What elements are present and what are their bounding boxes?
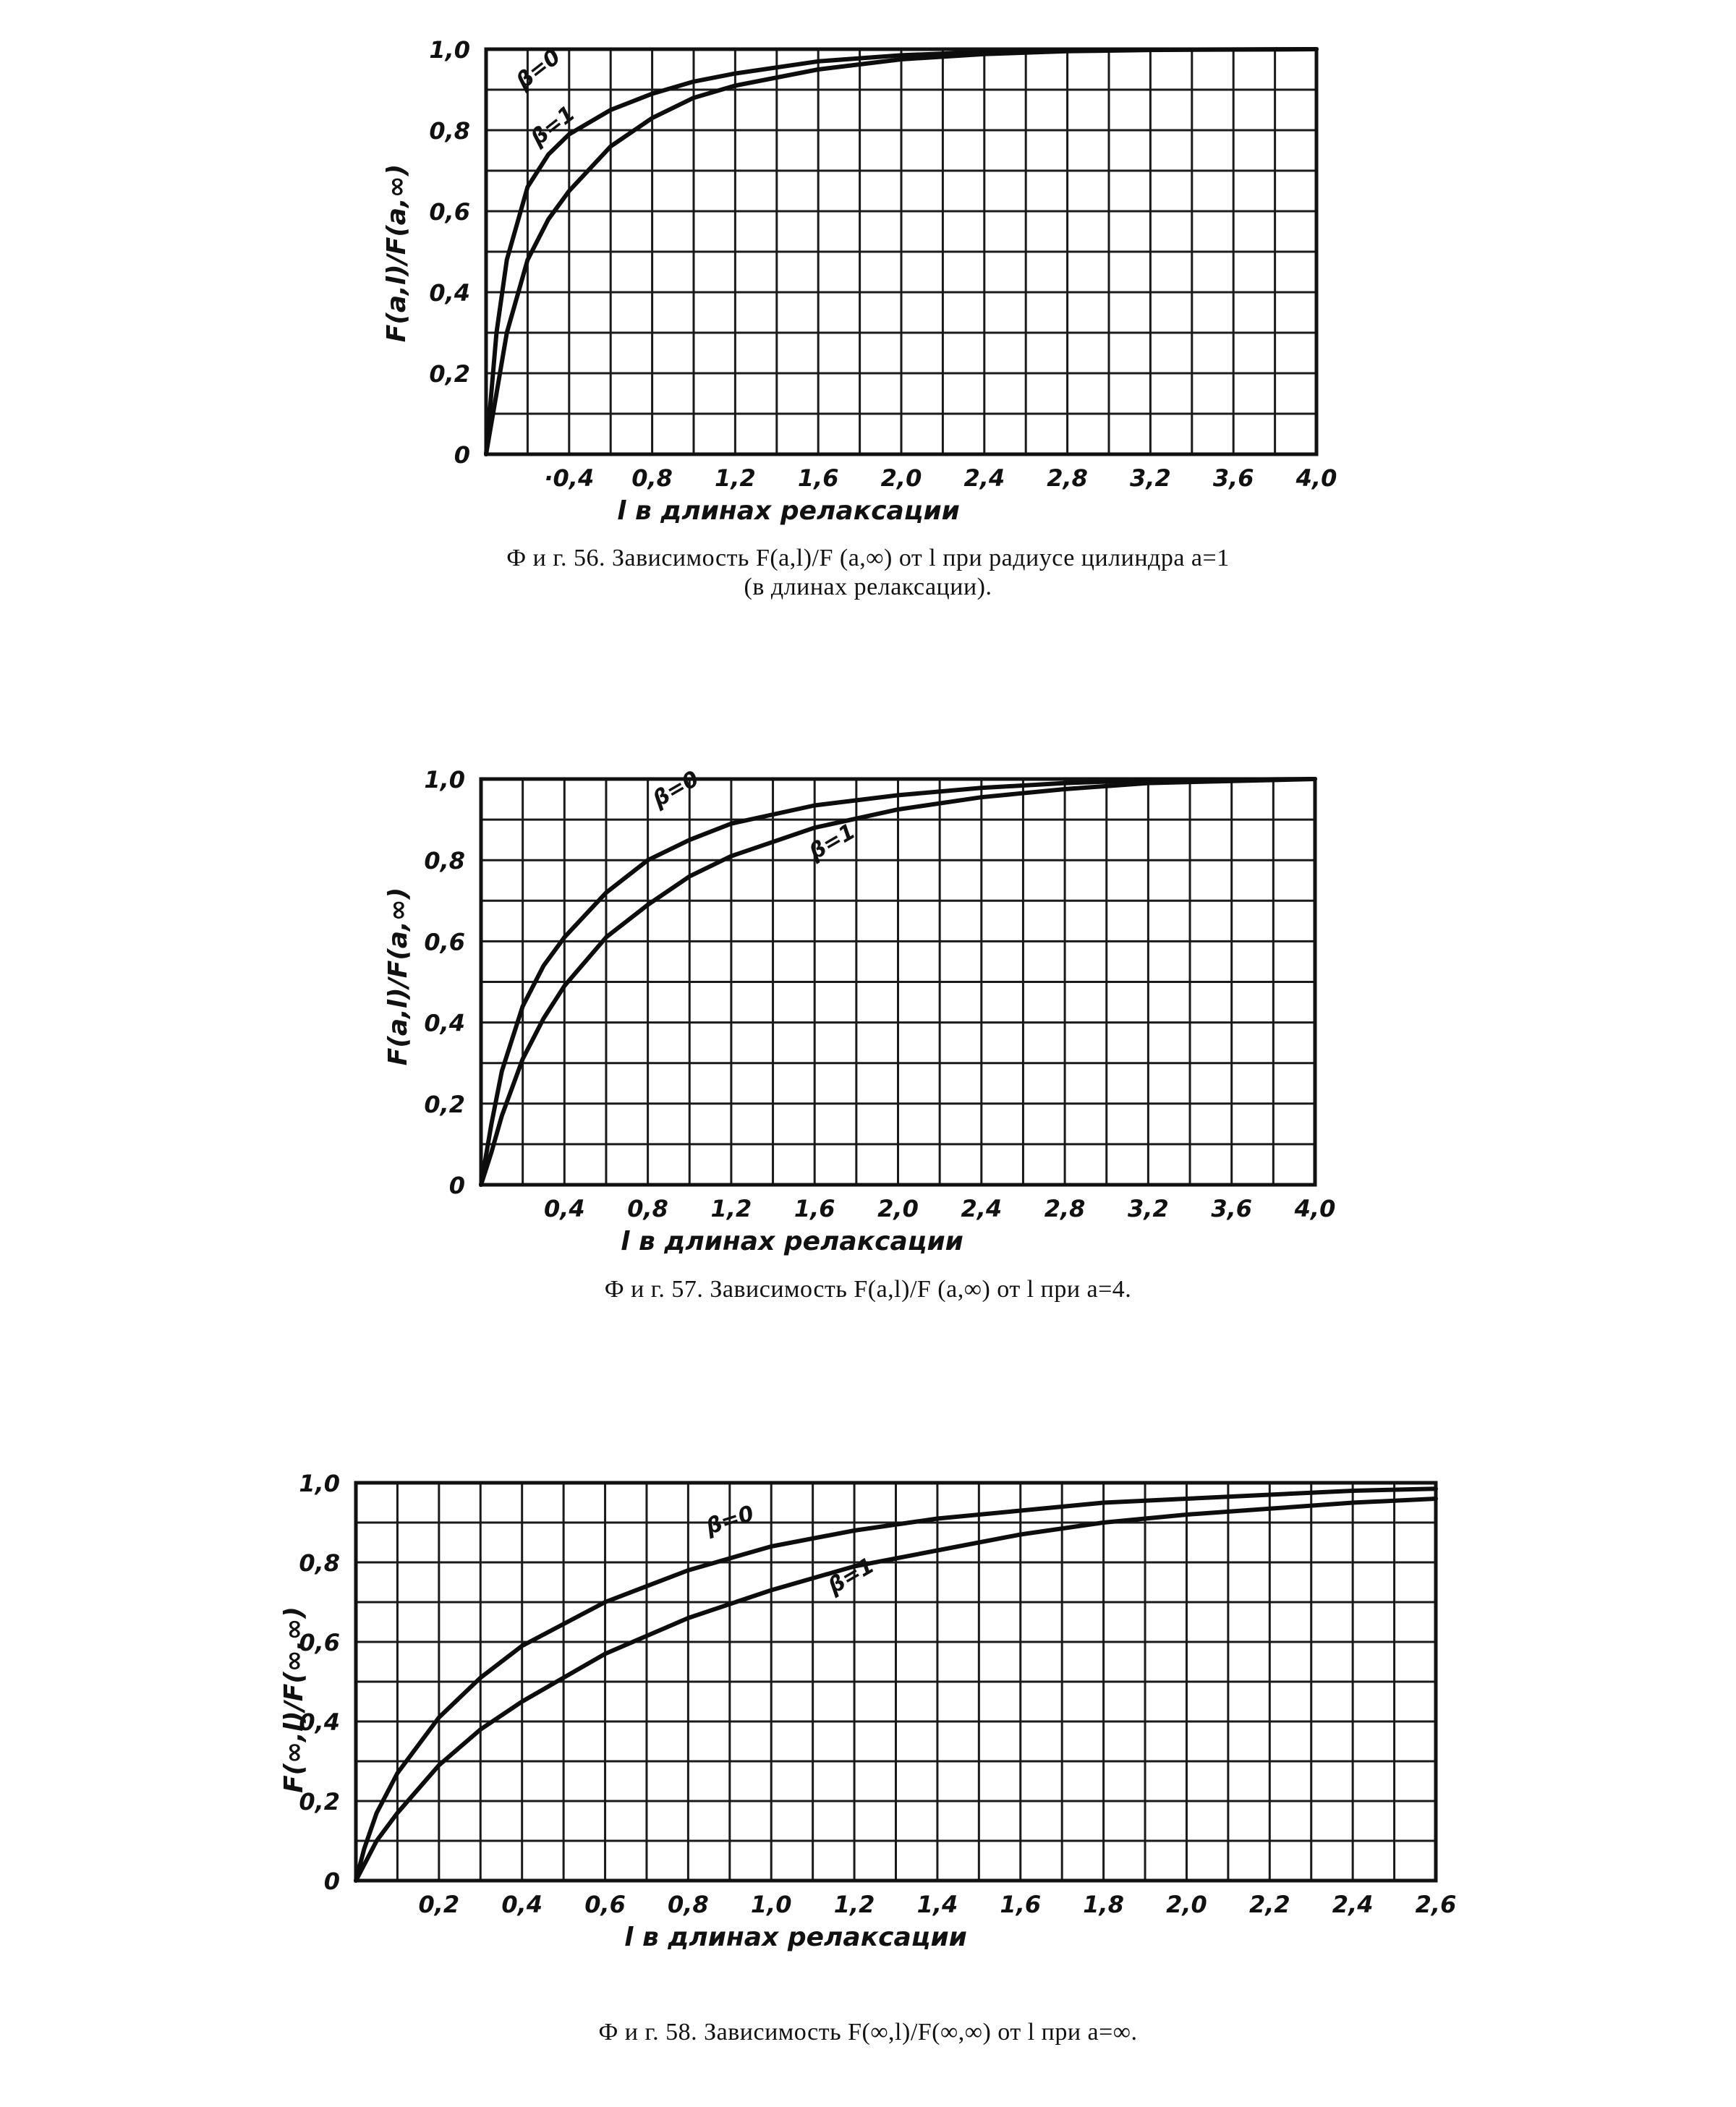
y-tick-label: 0,2 (299, 1788, 340, 1816)
x-tick-label: 3,6 (1212, 464, 1254, 492)
y-tick-label: 0,4 (429, 279, 470, 307)
caption-57-line1: Ф и г. 57. Зависимость F(a,l)/F (a,∞) от l при a=4. (604, 1276, 1132, 1303)
caption-56-line1: Ф и г. 56. Зависимость F(a,l)/F (a,∞) от l при радиусе цилиндра a=1 (506, 545, 1230, 571)
grid (356, 1483, 1436, 1881)
x-tick-label: 0,8 (627, 1195, 668, 1222)
x-tick-label: ·0,4 (544, 464, 595, 492)
series-label-1: β=1 (823, 1552, 879, 1599)
y-tick-label: 0 (323, 1868, 340, 1895)
x-tick-label: 1,6 (793, 1195, 835, 1222)
x-tick-label: 2,4 (961, 1195, 1003, 1222)
y-tick-label: 0,2 (429, 360, 470, 388)
series-label-0: β=0 (511, 44, 566, 95)
x-tick-label: 1,0 (750, 1891, 792, 1918)
y-axis-title: F(a,l)/F(a,∞) (383, 887, 413, 1066)
y-tick-label: 0 (448, 1172, 465, 1199)
x-tick-label: 1,6 (797, 464, 839, 492)
y-tick-label: 0 (454, 441, 470, 469)
x-tick-label: 0,8 (668, 1891, 709, 1918)
x-axis-title: l в длинах релаксации (621, 1227, 963, 1256)
y-tick-label: 0,4 (424, 1009, 465, 1037)
x-tick-label: 0,4 (501, 1891, 543, 1918)
series-label-1: β=1 (526, 101, 580, 151)
x-tick-label: 2,8 (1044, 1195, 1086, 1222)
series-label-0: β=0 (702, 1500, 757, 1541)
y-tick-label: 1,0 (299, 1470, 340, 1497)
x-tick-label: 1,2 (710, 1195, 752, 1222)
y-axis-title: F(∞,l)/F(∞,∞) (279, 1606, 309, 1793)
y-tick-label: 0,2 (424, 1090, 465, 1118)
x-tick-label: 0,8 (631, 464, 673, 492)
y-tick-label: 0,8 (424, 847, 465, 875)
x-tick-label: 3,2 (1130, 464, 1171, 492)
y-tick-label: 0,6 (429, 198, 470, 226)
x-tick-label: 2,0 (877, 1195, 919, 1222)
x-tick-label: 1,2 (833, 1891, 875, 1918)
series-label-1: β=1 (804, 819, 860, 866)
x-tick-label: 3,6 (1211, 1195, 1253, 1222)
x-tick-label: 0,4 (543, 1195, 585, 1222)
x-tick-label: 1,8 (1083, 1891, 1124, 1918)
y-tick-label: 0,6 (424, 928, 465, 956)
x-tick-label: 1,4 (916, 1891, 958, 1918)
y-tick-label: 1,0 (424, 766, 465, 793)
y-axis-title: F(a,l)/F(a,∞) (382, 163, 412, 343)
x-tick-label: 0,2 (418, 1891, 460, 1918)
caption-58 (0, 2018, 1736, 2047)
caption-56-line2: (в длинах релаксации). (744, 574, 992, 600)
x-tick-label: 1,2 (715, 464, 756, 492)
x-tick-label: 1,6 (1000, 1891, 1042, 1918)
series-label-0: β=0 (648, 766, 704, 813)
x-tick-label: 4,0 (1295, 464, 1337, 492)
y-tick-label: 0,8 (429, 117, 470, 145)
x-tick-label: 2,6 (1415, 1891, 1457, 1918)
caption-58-line1: Ф и г. 58. Зависимость F(∞,l)/F(∞,∞) от l при a=∞. (598, 2019, 1138, 2046)
x-tick-label: 2,8 (1047, 464, 1088, 492)
x-axis-title: l в длинах релаксации (624, 1923, 967, 1952)
y-tick-label: 1,0 (429, 36, 470, 64)
x-tick-label: 2,0 (880, 464, 922, 492)
x-tick-label: 0,6 (584, 1891, 626, 1918)
x-tick-label: 2,4 (1332, 1891, 1374, 1918)
y-tick-label: 0,8 (299, 1549, 340, 1577)
y-tick-label: 0,6 (299, 1629, 340, 1656)
x-tick-label: 2,0 (1166, 1891, 1207, 1918)
x-tick-label: 2,2 (1248, 1891, 1290, 1918)
x-axis-title: l в длинах релаксации (617, 496, 960, 526)
x-tick-label: 3,2 (1128, 1195, 1169, 1222)
x-tick-label: 2,4 (963, 464, 1005, 492)
x-tick-label: 4,0 (1294, 1195, 1336, 1222)
y-tick-label: 0,4 (299, 1708, 340, 1736)
